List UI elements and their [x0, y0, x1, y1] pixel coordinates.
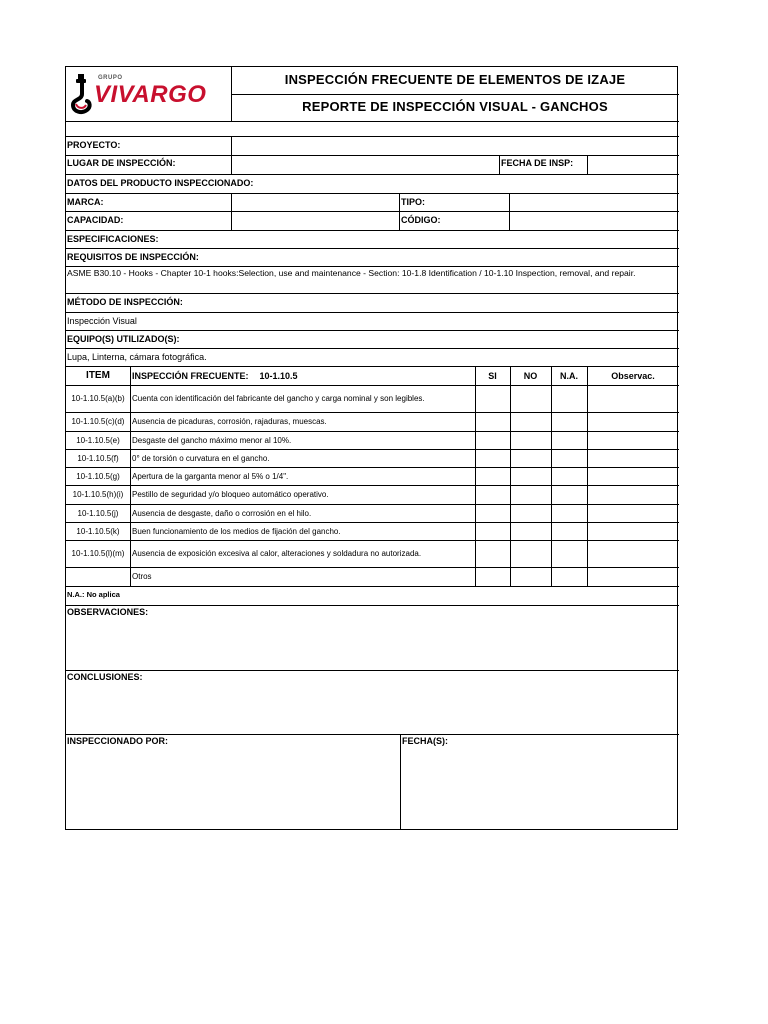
- row-item: 10-1.10.5(f): [77, 454, 119, 463]
- table-row: [66, 413, 679, 431]
- no-checkbox[interactable]: [511, 386, 551, 412]
- requisitos-label: REQUISITOS DE INSPECCIÓN:: [67, 252, 199, 262]
- row-item: 10-1.10.5(j): [77, 509, 119, 518]
- tipo-label: TIPO:: [401, 197, 425, 207]
- marca-field[interactable]: [232, 194, 399, 211]
- na-checkbox[interactable]: [552, 541, 587, 567]
- fechas-label: FECHA(S):: [402, 736, 448, 746]
- row-desc: Cuenta con identificación del fabricante del gancho y carga nominal y son legibles.: [132, 394, 425, 403]
- capacidad-label: CAPACIDAD:: [67, 215, 124, 225]
- codigo-label: CÓDIGO:: [401, 215, 441, 225]
- obs-field[interactable]: [588, 568, 678, 586]
- no-checkbox[interactable]: [511, 432, 551, 449]
- si-checkbox[interactable]: [476, 486, 510, 504]
- row-item: 10-1.10.5(k): [76, 527, 120, 536]
- observaciones-field[interactable]: [67, 619, 678, 669]
- equipos-text: Lupa, Linterna, cámara fotográfica.: [67, 352, 207, 362]
- table-row: [66, 541, 679, 567]
- conclusiones-field[interactable]: [67, 684, 678, 733]
- table-row: [66, 568, 679, 586]
- especificaciones-label: ESPECIFICACIONES:: [67, 234, 159, 244]
- inspeccionado-label: INSPECCIONADO POR:: [67, 736, 169, 746]
- datos-producto-label: DATOS DEL PRODUCTO INSPECCIONADO:: [67, 178, 254, 188]
- lugar-field[interactable]: [232, 156, 499, 174]
- si-checkbox[interactable]: [476, 450, 510, 467]
- table-row: [66, 432, 679, 449]
- conclusiones-label: CONCLUSIONES:: [67, 672, 143, 682]
- si-checkbox[interactable]: [476, 432, 510, 449]
- inspection-form: [65, 66, 678, 830]
- obs-field[interactable]: [588, 413, 678, 431]
- na-checkbox[interactable]: [552, 568, 587, 586]
- header-mid-line: [231, 94, 679, 95]
- na-note: N.A.: No aplica: [67, 590, 120, 599]
- obs-field[interactable]: [588, 386, 678, 412]
- obs-field[interactable]: [588, 486, 678, 504]
- si-checkbox[interactable]: [476, 505, 510, 522]
- si-checkbox[interactable]: [476, 523, 510, 540]
- capacidad-field[interactable]: [232, 212, 399, 229]
- no-checkbox[interactable]: [511, 568, 551, 586]
- proyecto-label: PROYECTO:: [67, 140, 121, 150]
- inspeccion-header: INSPECCIÓN FRECUENTE: 10-1.10.5: [132, 371, 298, 381]
- obs-field[interactable]: [588, 541, 678, 567]
- obs-field[interactable]: [588, 468, 678, 485]
- codigo-field[interactable]: [510, 212, 678, 229]
- obs-field[interactable]: [588, 432, 678, 449]
- row-desc: Otros: [132, 572, 152, 581]
- metodo-text: Inspección Visual: [67, 316, 137, 326]
- si-header: SI: [488, 371, 497, 381]
- sub-title: REPORTE DE INSPECCIÓN VISUAL - GANCHOS: [302, 99, 608, 114]
- row-desc: 0° de torsión o curvatura en el gancho.: [132, 454, 270, 463]
- na-checkbox[interactable]: [552, 432, 587, 449]
- table-row: [66, 523, 679, 540]
- row-desc: Apertura de la garganta menor al 5% o 1/4".: [132, 472, 289, 481]
- obs-field[interactable]: [588, 523, 678, 540]
- na-checkbox[interactable]: [552, 468, 587, 485]
- table-row: [66, 468, 679, 485]
- no-checkbox[interactable]: [511, 486, 551, 504]
- na-checkbox[interactable]: [552, 505, 587, 522]
- table-row: [66, 386, 679, 412]
- si-checkbox[interactable]: [476, 386, 510, 412]
- header-bottom-line: [66, 121, 679, 122]
- brand-name: VIVARGO: [94, 81, 207, 108]
- na-checkbox[interactable]: [552, 486, 587, 504]
- tipo-field[interactable]: [510, 194, 678, 211]
- no-checkbox[interactable]: [511, 541, 551, 567]
- observaciones-label: OBSERVACIONES:: [67, 607, 149, 617]
- table-row: [66, 486, 679, 504]
- na-checkbox[interactable]: [552, 450, 587, 467]
- no-checkbox[interactable]: [511, 523, 551, 540]
- brand-group-label: GRUPO: [98, 75, 123, 81]
- row-desc: Pestillo de seguridad y/o bloqueo automático operativo.: [132, 490, 329, 499]
- obs-field[interactable]: [588, 450, 678, 467]
- row-item: 10-1.10.5(g): [76, 472, 120, 481]
- row-desc: Ausencia de desgaste, daño o corrosión en el hilo.: [132, 509, 312, 518]
- no-header: NO: [523, 371, 538, 381]
- na-checkbox[interactable]: [552, 386, 587, 412]
- inspeccionado-field[interactable]: [67, 748, 399, 829]
- table-row: [66, 450, 679, 467]
- na-header: N.A.: [560, 371, 578, 381]
- obs-header: Observac.: [611, 371, 655, 381]
- row-item: 10-1.10.5(l)(m): [71, 549, 125, 558]
- no-checkbox[interactable]: [511, 413, 551, 431]
- lugar-label: LUGAR DE INSPECCIÓN:: [67, 158, 176, 168]
- main-title: INSPECCIÓN FRECUENTE DE ELEMENTOS DE IZAJE: [284, 72, 626, 87]
- no-checkbox[interactable]: [511, 468, 551, 485]
- metodo-label: MÉTODO DE INSPECCIÓN:: [67, 297, 183, 307]
- fecha-insp-field[interactable]: [588, 156, 678, 174]
- si-checkbox[interactable]: [476, 541, 510, 567]
- row-item: 10-1.10.5(h)(i): [72, 490, 124, 499]
- row-item: 10-1.10.5(e): [76, 436, 120, 445]
- no-checkbox[interactable]: [511, 505, 551, 522]
- row-desc: Buen funcionamiento de los medios de fijación del gancho.: [132, 527, 341, 536]
- row-desc: Ausencia de picaduras, corrosión, rajaduras, muescas.: [132, 417, 327, 426]
- requisitos-text: ASME B30.10 - Hooks - Chapter 10-1 hooks:Selection, use and maintenance - Section: 10-1.8 Identification / 10-1.10 Inspection, removal, and repair.: [67, 268, 636, 278]
- no-checkbox[interactable]: [511, 450, 551, 467]
- fecha-insp-label: FECHA DE INSP:: [501, 158, 574, 168]
- fechas-field[interactable]: [402, 748, 678, 829]
- na-checkbox[interactable]: [552, 523, 587, 540]
- obs-field[interactable]: [588, 505, 678, 522]
- table-row: [66, 505, 679, 522]
- proyecto-field[interactable]: [232, 137, 678, 155]
- marca-label: MARCA:: [67, 197, 104, 207]
- company-logo: [68, 71, 228, 117]
- row-item: 10-1.10.5(c)(d): [71, 417, 125, 426]
- row-desc: Desgaste del gancho máximo menor al 10%.: [132, 436, 292, 445]
- equipos-label: EQUIPO(S) UTILIZADO(S):: [67, 334, 180, 344]
- row-desc: Ausencia de exposición excesiva al calor, alteraciones y soldadura no autorizada.: [132, 549, 422, 558]
- item-header: ITEM: [86, 370, 110, 381]
- si-checkbox[interactable]: [476, 468, 510, 485]
- si-checkbox[interactable]: [476, 413, 510, 431]
- row-item: 10-1.10.5(a)(b): [71, 394, 125, 403]
- na-checkbox[interactable]: [552, 413, 587, 431]
- si-checkbox[interactable]: [476, 568, 510, 586]
